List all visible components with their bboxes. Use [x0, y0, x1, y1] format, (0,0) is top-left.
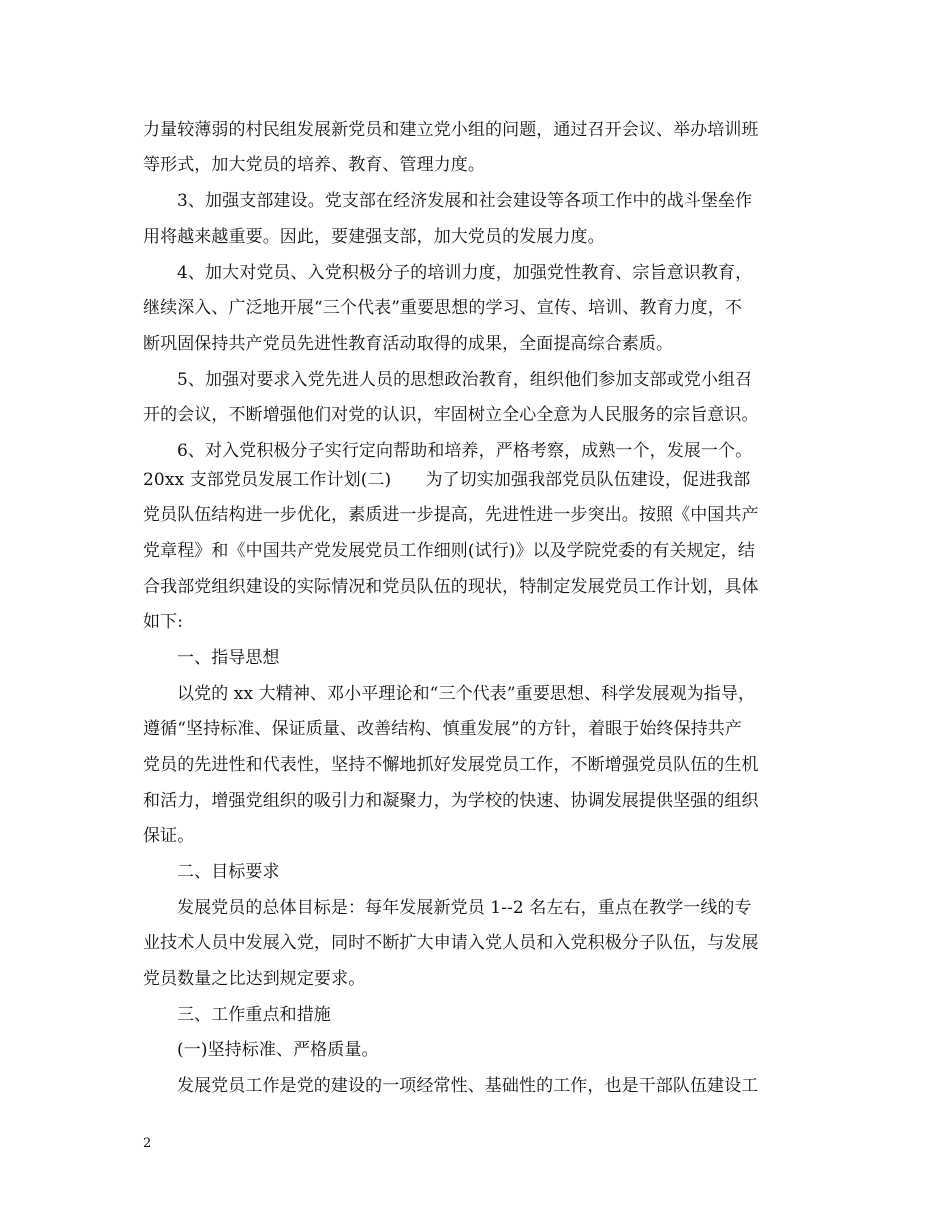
page-number: 2	[143, 1136, 152, 1151]
paragraph-line: 开的会议，不断增强他们对党的认识，牢固树立全心全意为人民服务的宗旨意识。	[143, 405, 759, 425]
paragraph-line: 断巩固保持共产党员先进性教育活动取得的成果，全面提高综合素质。	[143, 334, 674, 354]
heading-line: 三、工作重点和措施	[177, 1005, 331, 1025]
paragraph-line: 4、加大对党员、入党积极分子的培训力度，加强党性教育、宗旨意识教育，	[177, 263, 753, 283]
paragraph-line: 力量较薄弱的村民组发展新党员和建立党小组的问题，通过召开会议、举办培训班	[143, 120, 759, 140]
paragraph-line: 等形式，加大党员的培养、教育、管理力度。	[143, 155, 485, 175]
paragraph-line: 以党的 xx 大精神、邓小平理论和“三个代表”重要思想、科学发展观为指导，	[177, 684, 756, 704]
paragraph-line: 党章程》和《中国共产党发展党员工作细则(试行)》以及学院党委的有关规定，结	[143, 541, 755, 561]
paragraph-line: 遵循“坚持标准、保证质量、改善结构、慎重发展”的方针，着眼于始终保持共产	[143, 719, 742, 739]
paragraph-line: 发展党员工作是党的建设的一项经常性、基础性的工作，也是干部队伍建设工	[177, 1076, 759, 1096]
paragraph-line: 党员数量之比达到规定要求。	[143, 969, 366, 989]
heading-line: 一、指导思想	[177, 648, 280, 668]
subheading-line: (一)坚持标准、严格质量。	[177, 1040, 379, 1060]
paragraph-line: 6、对入党积极分子实行定向帮助和培养，严格考察，成熟一个，发展一个。	[177, 441, 753, 461]
paragraph-line: 5、加强对要求入党先进人员的思想政治教育，组织他们参加支部或党小组召	[177, 370, 753, 390]
paragraph-line: 合我部党组织建设的实际情况和党员队伍的现状，特制定发展党员工作计划，具体	[143, 577, 759, 597]
paragraph-line: 党员队伍结构进一步优化，素质进一步提高，先进性进一步突出。按照《中国共产	[143, 505, 759, 525]
paragraph-line: 发展党员的总体目标是：每年发展新党员 1--2 名左右，重点在教学一线的专	[177, 898, 752, 918]
section-title-line: 20xx 支部党员发展工作计划(二) 为了切实加强我部党员队伍建设，促进我部	[143, 470, 751, 490]
paragraph-line: 用将越来越重要。因此，要建强支部，加大党员的发展力度。	[143, 227, 605, 247]
paragraph-line: 3、加强支部建设。党支部在经济发展和社会建设等各项工作中的战斗堡垒作	[177, 191, 753, 211]
paragraph-line: 业技术人员中发展入党，同时不断扩大申请入党人员和入党积极分子队伍，与发展	[143, 933, 759, 953]
paragraph-line: 如下:	[143, 612, 184, 632]
paragraph-line: 保证。	[143, 826, 195, 846]
heading-line: 二、目标要求	[177, 862, 280, 882]
paragraph-line: 党员的先进性和代表性，坚持不懈地抓好发展党员工作，不断增强党员队伍的生机	[143, 755, 759, 775]
paragraph-line: 继续深入、广泛地开展“三个代表”重要思想的学习、宣传、培训、教育力度，不	[143, 298, 742, 318]
paragraph-line: 和活力，增强党组织的吸引力和凝聚力，为学校的快速、协调发展提供坚强的组织	[143, 791, 759, 811]
